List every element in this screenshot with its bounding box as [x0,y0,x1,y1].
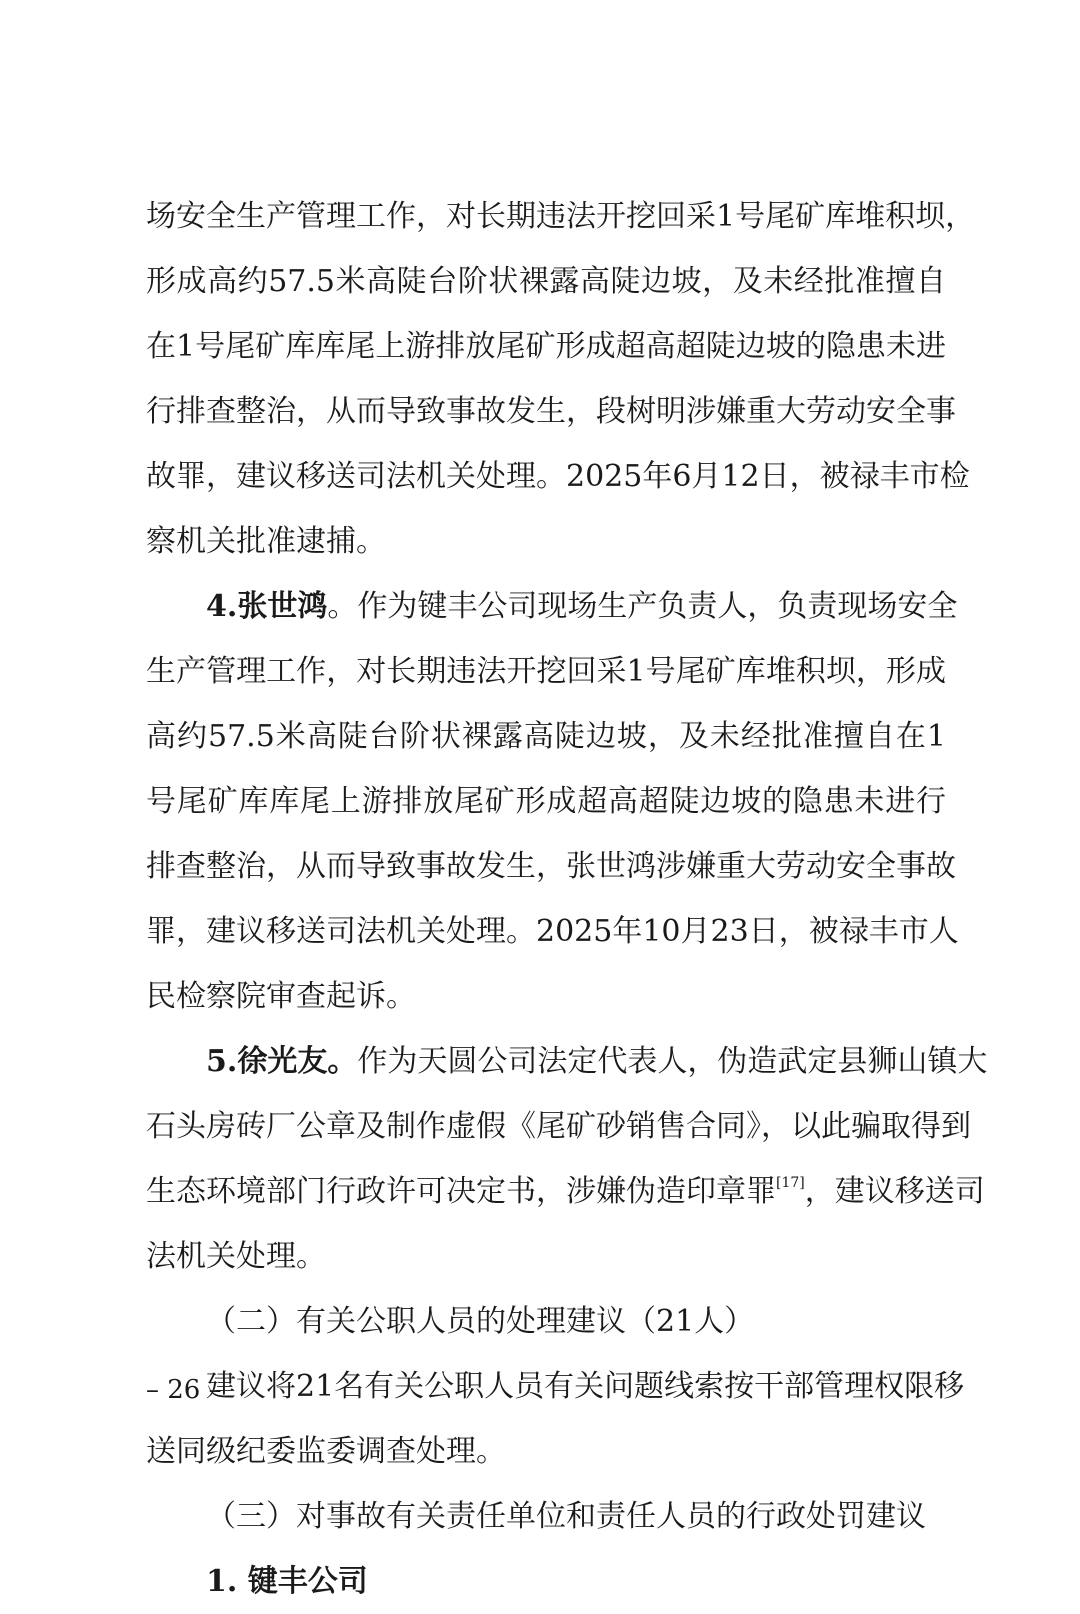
text-line [146,574,958,639]
subsection-heading: 1. 键丰公司 [206,1564,368,1599]
text-line [146,1029,988,1094]
text-line: 高约57.5米高陡台阶状裸露高陡边坡，及未经批准擅自在1 [146,719,946,754]
text-line: 石头房砖厂公章及制作虚假《尾矿砂销售合同》，以此骗取得到 [146,1109,971,1144]
text-line: 在1号尾矿库库尾上游排放尾矿形成超高超陡边坡的隐患未进 [146,329,946,364]
text-line: 场安全生产管理工作，对长期违法开挖回采1号尾矿库堆积坝， [146,199,976,234]
text-span: 。作为键丰公司现场生产负责人，负责现场安全 [327,589,958,624]
text-line: 察机关批准逮捕。 [146,524,386,559]
text-span: 生态环境部门行政许可决定书，涉嫌伪造印章罪 [146,1174,776,1209]
page-number: – 26 – [146,1375,222,1405]
text-line: 罪，建议移送司法机关处理。2025年10月23日，被禄丰市人 [146,914,959,949]
text-line: 号尾矿库库尾上游排放尾矿形成超高超陡边坡的隐患未进行 [146,784,946,819]
text-line: 送同级纪委监委调查处理。 [146,1434,506,1469]
text-line: 生产管理工作，对长期违法开挖回采1号尾矿库堆积坝，形成 [146,654,946,689]
text-line [146,1159,985,1224]
section-heading: （三）对事故有关责任单位和责任人员的行政处罚建议 [206,1499,926,1534]
text-line: 形成高约57.5米高陡台阶状裸露高陡边坡，及未经批准擅自 [146,264,946,299]
text-line: 排查整治，从而导致事故发生，张世鸿涉嫌重大劳动安全事故 [146,849,956,884]
footnote-ref[interactable]: [17] [776,1175,805,1191]
body-text [146,184,988,1614]
text-line: 法机关处理。 [146,1239,326,1274]
text-span: 作为天圆公司法定代表人，伪造武定县狮山镇大 [357,1044,988,1079]
text-span: ，建议移送司 [804,1174,985,1209]
text-line: 民检察院审查起诉。 [146,979,416,1014]
item-title: 5.徐光友。 [206,1044,358,1079]
text-line: 故罪，建议移送司法机关处理。2025年6月12日，被禄丰市检 [146,459,970,494]
item-title: 4.张世鸿 [206,589,328,624]
text-line: 建议将21名有关公职人员有关问题线索按干部管理权限移 [206,1369,965,1404]
section-heading: （二）有关公职人员的处理建议（21人） [206,1304,755,1339]
text-line: 行排查整治，从而导致事故发生，段树明涉嫌重大劳动安全事 [146,394,956,429]
